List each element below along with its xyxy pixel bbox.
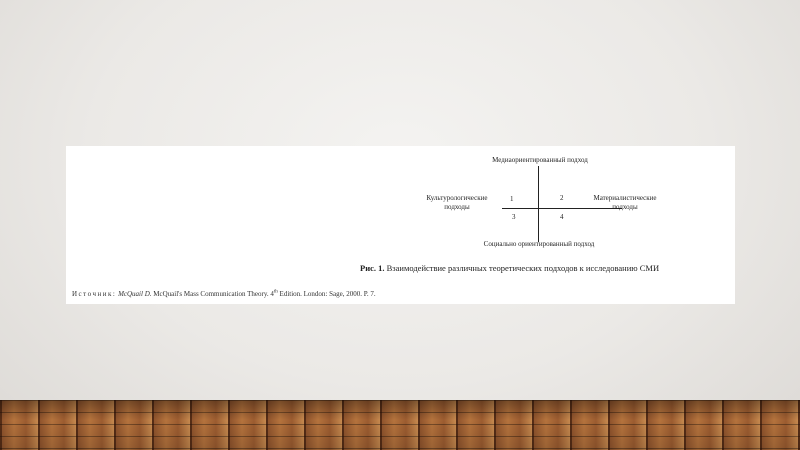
source-edition-sup: th <box>273 289 278 295</box>
floor-shadow <box>0 400 800 450</box>
quadrant-2-label: 2 <box>560 194 564 202</box>
figure-caption <box>360 263 659 273</box>
diagram-figure <box>66 146 735 304</box>
left-axis-label <box>416 194 498 212</box>
source-author: McQuail D. <box>118 290 152 298</box>
right-label-line2: подходы <box>612 203 638 211</box>
right-label-line1: Материалистические <box>593 194 657 202</box>
left-label-line1: Культурологические <box>426 194 488 202</box>
quadrant-1-label: 1 <box>510 195 514 203</box>
left-label-line2: подходы <box>444 203 470 211</box>
vertical-axis <box>538 166 539 242</box>
source-note <box>72 290 376 298</box>
bottom-axis-label: Социально ориентированный подход <box>483 240 595 248</box>
caption-text: Взаимодействие различных теоретических подходов к исследованию СМИ <box>386 263 660 273</box>
source-rest: Edition. London: Sage, 2000. P. 7. <box>279 290 376 298</box>
right-axis-label <box>582 194 668 212</box>
quadrant-4-label: 4 <box>560 213 564 221</box>
top-axis-label: Медиаориентированный подход <box>492 156 588 164</box>
quadrant-3-label: 3 <box>512 213 516 221</box>
caption-label: Рис. 1. <box>360 263 385 273</box>
source-label: Источник: <box>72 290 117 298</box>
source-title: McQuail's Mass Communication Theory. 4 <box>153 290 274 298</box>
